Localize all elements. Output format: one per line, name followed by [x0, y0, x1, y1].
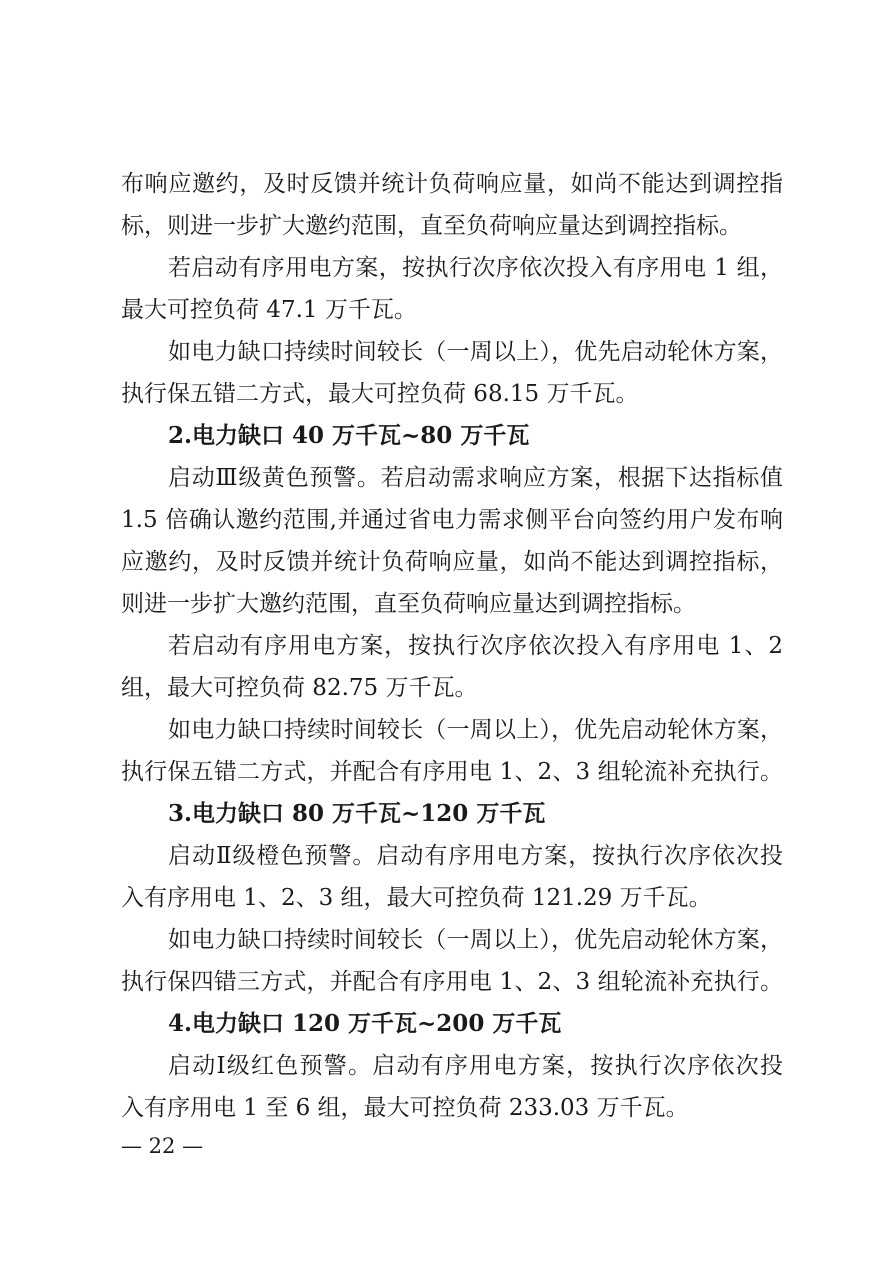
- paragraph-line: 标，则进一步扩大邀约范围，直至负荷响应量达到调控指标。: [121, 213, 742, 239]
- paragraph-line: 如电力缺口持续时间较长（一周以上），优先启动轮休方案，: [168, 717, 783, 743]
- paragraph-line: 布响应邀约，及时反馈并统计负荷响应量，如尚不能达到调控指: [121, 171, 783, 197]
- paragraph-line: 启动Ⅱ级橙色预警。启动有序用电方案，按执行次序依次投: [168, 843, 783, 869]
- paragraph-line: 入有序用电 1 至 6 组，最大可控负荷 233.03 万千瓦。: [121, 1095, 689, 1121]
- paragraph-line: 1.5 倍确认邀约范围,并通过省电力需求侧平台向签约用户发布响: [121, 507, 783, 533]
- paragraph-line: 如电力缺口持续时间较长（一周以上），优先启动轮休方案，: [168, 339, 783, 365]
- page-number: — 22 —: [121, 1134, 204, 1158]
- paragraph-line: 若启动有序用电方案，按执行次序依次投入有序用电 1、2: [168, 633, 783, 659]
- paragraph-line: 执行保五错二方式，并配合有序用电 1、2、3 组轮流补充执行。: [121, 759, 783, 785]
- paragraph-line: 最大可控负荷 47.1 万千瓦。: [121, 297, 417, 323]
- paragraph-line: 执行保四错三方式，并配合有序用电 1、2、3 组轮流补充执行。: [121, 969, 783, 995]
- paragraph-line: 启动Ⅲ级黄色预警。若启动需求响应方案，根据下达指标值: [168, 465, 783, 491]
- section-heading: 3.电力缺口 80 万千瓦~120 万千瓦: [168, 800, 546, 827]
- paragraph-line: 若启动有序用电方案，按执行次序依次投入有序用电 1 组，: [168, 255, 783, 281]
- paragraph-line: 组，最大可控负荷 82.75 万千瓦。: [121, 675, 478, 701]
- paragraph-line: 入有序用电 1、2、3 组，最大可控负荷 121.29 万千瓦。: [121, 885, 712, 911]
- paragraph-line: 如电力缺口持续时间较长（一周以上），优先启动轮休方案，: [168, 927, 783, 953]
- paragraph-line: 应邀约，及时反馈并统计负荷响应量，如尚不能达到调控指标，: [121, 549, 783, 575]
- paragraph-line: 则进一步扩大邀约范围，直至负荷响应量达到调控指标。: [121, 591, 696, 617]
- paragraph-line: 执行保五错二方式，最大可控负荷 68.15 万千瓦。: [121, 381, 639, 407]
- section-heading: 2.电力缺口 40 万千瓦~80 万千瓦: [168, 422, 530, 449]
- section-heading: 4.电力缺口 120 万千瓦~200 万千瓦: [168, 1010, 562, 1037]
- paragraph-line: 启动Ⅰ级红色预警。启动有序用电方案，按执行次序依次投: [168, 1053, 783, 1079]
